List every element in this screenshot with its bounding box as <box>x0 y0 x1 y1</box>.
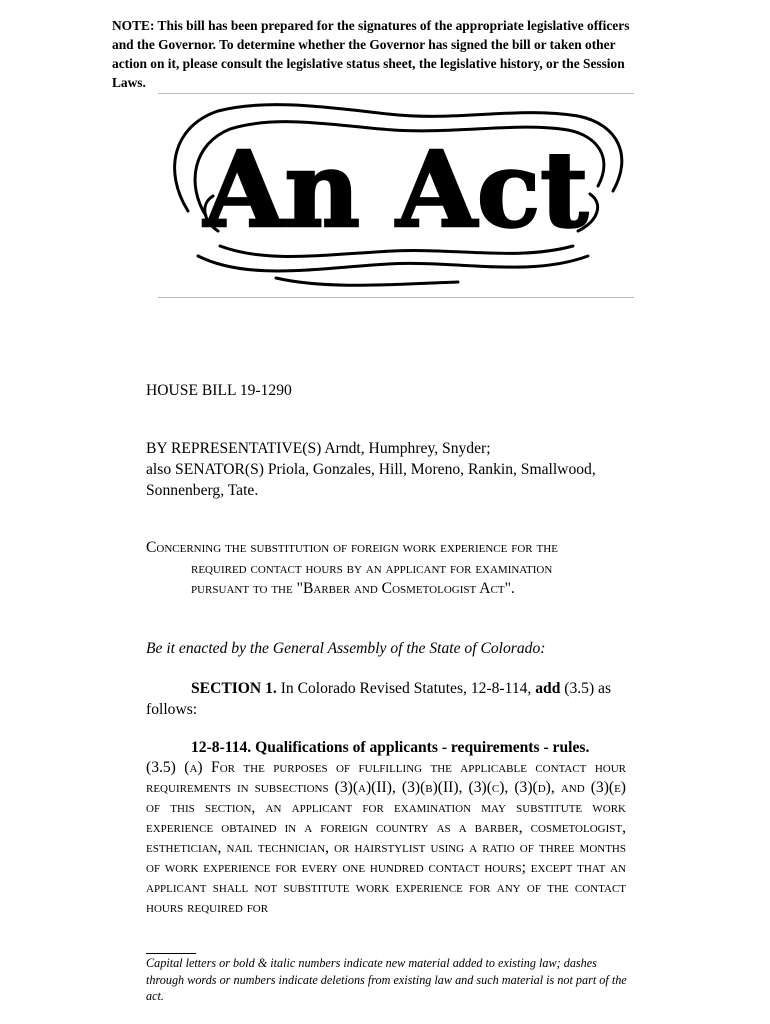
sponsors <box>146 438 626 501</box>
bill-title <box>146 538 626 600</box>
bill-title-line: pursuant to the "Barber and Cosmetologist Act". <box>191 580 515 597</box>
section-label: SECTION 1. <box>191 680 277 697</box>
footnote: Capital letters or bold & italic numbers indicate new material added to existing law; dashes through words or numbers indicate deletions from existing law and such material is not part of the act. <box>146 956 627 1003</box>
add-keyword: add <box>535 680 561 697</box>
section-text: In Colorado Revised Statutes, 12-8-114, <box>276 680 536 697</box>
bill-title-line: Concerning the substitution of foreign work experience for the <box>146 539 558 556</box>
statute-heading: 12-8-114. Qualifications of applicants - requirements - rules. <box>191 739 590 756</box>
an-act-flourish-art <box>158 96 634 296</box>
footnote-rule <box>146 953 196 954</box>
top-divider <box>158 93 634 94</box>
an-act-logo <box>158 96 634 296</box>
logo-bottom-divider <box>158 297 634 298</box>
sponsors-senators: also SENATOR(S) Priola, Gonzales, Hill, Moreno, Rankin, Smallwood, <box>146 461 596 478</box>
sponsors-senators-cont: Sonnenberg, Tate. <box>146 482 259 499</box>
sponsors-representatives: BY REPRESENTATIVE(S) Arndt, Humphrey, Snyder; <box>146 440 491 457</box>
section-text-end: (3.5) as follows: <box>146 680 612 718</box>
statute-body-first-line: (3.5) (a) For the purposes of fulfilling the applicable contact hour <box>146 759 626 776</box>
section-1-intro <box>146 678 626 720</box>
enacting-clause: Be it enacted by the General Assembly of the State of Colorado: <box>146 640 546 657</box>
bill-title-line: required contact hours by an applicant for examination <box>191 559 553 577</box>
bill-number: HOUSE BILL 19-1290 <box>146 382 292 399</box>
legislative-note: NOTE: This bill has been prepared for the signatures of the appropriate legislative officers and the Governor. To determine whether the Governor has signed the bill or taken other action on it, please consult the legislative status sheet, the legislative history, or the Session Laws. <box>112 18 630 90</box>
statute-body: requirements in subsections (3)(a)(II), (3)(b)(II), (3)(c), (3)(d), and (3)(e) of this section, an applicant for examination may substitute work experience obtained in a foreign country as a barber, cosmetologist, esthetician, nail technician, or hairstylist using a ratio of three months of work experience for every one hundred contact hours; except that an applicant shall not substitute work experience for any of the contact hours required for <box>146 779 626 916</box>
statute-section <box>146 738 626 918</box>
an-act-logo-text: An Act <box>203 128 589 251</box>
